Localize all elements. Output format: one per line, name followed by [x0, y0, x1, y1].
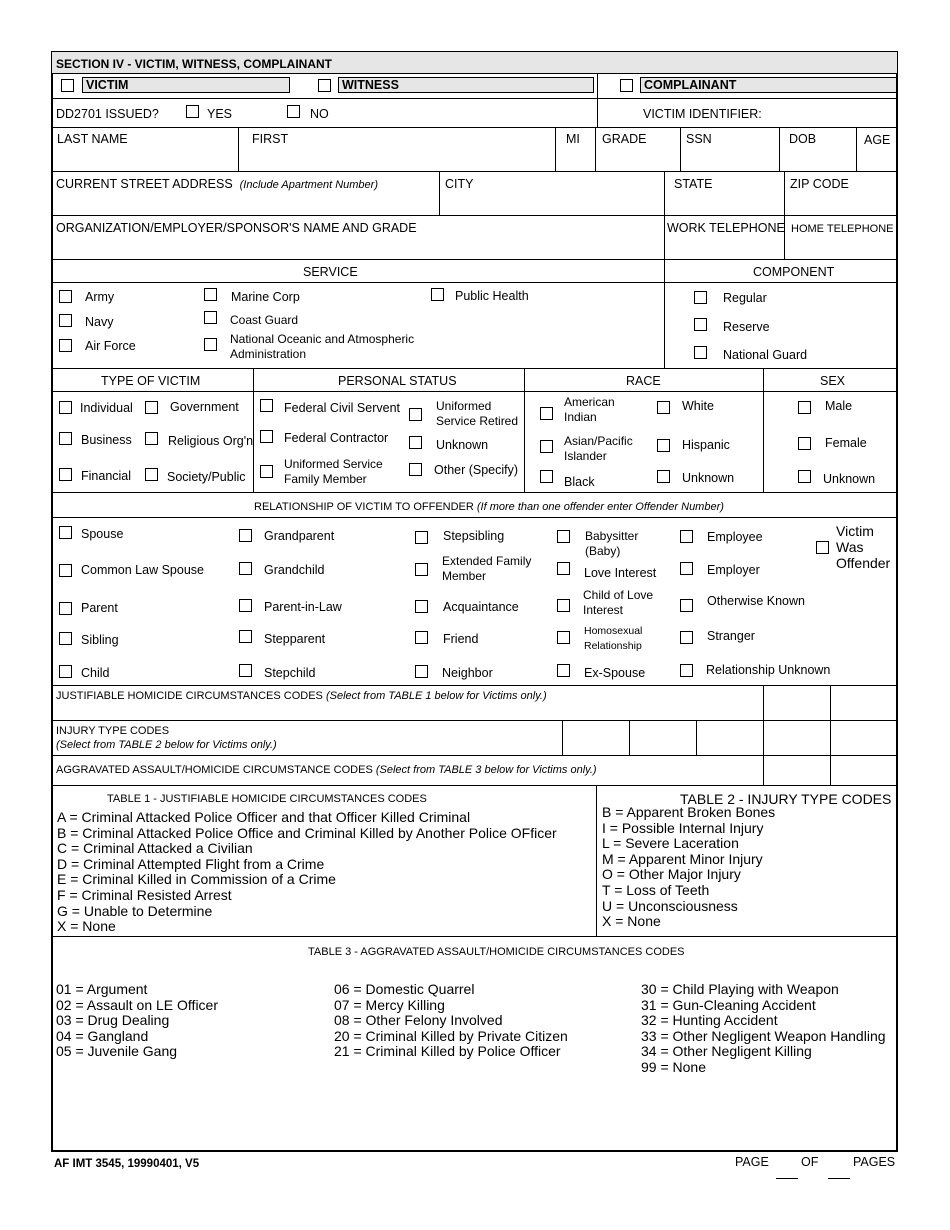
public-health-label: Public Health: [455, 289, 529, 303]
noaa-label-line1: National Oceanic and Atmospheric: [230, 332, 415, 346]
table3-item: 31 = Gun-Cleaning Accident: [641, 996, 816, 1013]
table3-item: 07 = Mercy Killing: [334, 996, 445, 1013]
table2-item: L = Severe Laceration: [602, 835, 739, 852]
justifiable-code-input-2[interactable]: [831, 686, 897, 720]
injury-code-input-2[interactable]: [630, 721, 696, 755]
table3-item: 01 = Argument: [56, 981, 148, 997]
type-of-victim-header: TYPE OF VICTIM: [101, 374, 201, 388]
coast-guard-label: Coast Guard: [230, 313, 299, 327]
common-law-label: Common Law Spouse: [81, 563, 204, 577]
fed-civil-label: Federal Civil Servent: [284, 401, 401, 415]
rule: [52, 215, 897, 216]
spouse-label: Spouse: [81, 527, 124, 541]
parent-checkbox[interactable]: [59, 602, 72, 615]
race-unknown-checkbox[interactable]: [657, 470, 670, 483]
relationship-header: [254, 501, 724, 514]
fed-civil-checkbox[interactable]: [260, 399, 273, 412]
common-law-checkbox[interactable]: [59, 564, 72, 577]
american-indian-label-line1: American: [564, 395, 615, 409]
of-label: OF: [801, 1155, 819, 1169]
rule: [597, 73, 598, 98]
rule: [52, 368, 897, 369]
rule: [52, 127, 897, 128]
stepparent-label: Stepparent: [264, 632, 326, 646]
coast-guard-checkbox[interactable]: [204, 311, 217, 324]
noaa-label-line2: Administration: [230, 347, 307, 361]
navy-label: Navy: [85, 315, 114, 329]
table1-item: E = Criminal Killed in Commission of a Crime: [57, 871, 336, 888]
dd2701-no-checkbox[interactable]: [287, 105, 300, 118]
table3-item: 30 = Child Playing with Weapon: [641, 981, 839, 997]
table2-item: I = Possible Internal Injury: [602, 819, 764, 836]
witness-checkbox[interactable]: [318, 79, 331, 92]
rule: [664, 259, 665, 368]
male-label: Male: [825, 399, 853, 413]
usfm-label-line1: Uniformed Service: [284, 457, 383, 471]
babysitter-checkbox[interactable]: [557, 530, 570, 543]
city-label[interactable]: CITY: [445, 177, 474, 191]
table3-item: 08 = Other Felony Involved: [334, 1012, 503, 1029]
child-label: Child: [81, 666, 110, 680]
victim-was-offender-line2: Was: [836, 539, 864, 555]
witness-field[interactable]: WITNESS: [338, 77, 594, 93]
sibling-label: Sibling: [81, 633, 119, 647]
dd2701-no-label: NO: [310, 107, 329, 121]
acquaintance-checkbox[interactable]: [415, 600, 428, 613]
society-checkbox[interactable]: [145, 468, 158, 481]
stranger-label: Stranger: [707, 629, 755, 643]
table3-item: 03 = Drug Dealing: [56, 1012, 170, 1029]
usfm-label-line2: Family Member: [284, 472, 367, 486]
ssn-label[interactable]: SSN: [686, 132, 712, 146]
parent-in-law-label: Parent-in-Law: [264, 600, 342, 614]
relationship-header-text: RELATIONSHIP OF VICTIM TO OFFENDER: [254, 501, 474, 513]
rule: [680, 127, 681, 171]
relationship-unknown-label: Relationship Unknown: [706, 663, 831, 677]
table1-title: TABLE 1 - JUSTIFIABLE HOMICIDE CIRCUMSTANCES CODES: [107, 793, 427, 805]
table3-item: 33 = Other Negligent Weapon Handling: [641, 1027, 886, 1044]
air-force-checkbox[interactable]: [59, 339, 72, 352]
employer-checkbox[interactable]: [680, 562, 693, 575]
home-telephone-label[interactable]: HOME TELEPHONE: [791, 223, 894, 235]
rule: [856, 127, 857, 171]
friend-label: Friend: [443, 632, 479, 646]
stranger-checkbox[interactable]: [680, 631, 693, 644]
grandchild-label: Grandchild: [264, 563, 325, 577]
government-label: Government: [170, 400, 239, 414]
injury-code-input-3[interactable]: [697, 721, 763, 755]
aggravated-code-input-1[interactable]: [764, 756, 830, 785]
table3-col2: [334, 982, 568, 1060]
table2-item: M = Apparent Minor Injury: [602, 850, 763, 867]
business-checkbox[interactable]: [59, 432, 72, 445]
grandparent-label: Grandparent: [264, 529, 335, 543]
aggravated-codes-text: AGGRAVATED ASSAULT/HOMICIDE CIRCUMSTANCE CODES: [56, 764, 373, 776]
ps-unknown-checkbox[interactable]: [409, 436, 422, 449]
rule: [52, 282, 897, 283]
work-telephone-label[interactable]: WORK TELEPHONE: [667, 221, 785, 235]
aggravated-codes-label: [56, 764, 597, 777]
employer-label: Employer: [707, 563, 760, 577]
babysitter-label-line2: (Baby): [585, 544, 621, 558]
reserve-checkbox[interactable]: [694, 318, 707, 331]
rule: [664, 171, 665, 215]
table1-item: G = Unable to Determine: [57, 902, 213, 919]
table1-item: F = Criminal Resisted Arrest: [57, 886, 232, 903]
american-indian-label-line2: Indian: [564, 410, 597, 424]
friend-checkbox[interactable]: [415, 631, 428, 644]
asian-label-line2: Islander: [564, 449, 607, 463]
rule: [52, 259, 897, 260]
victim-field[interactable]: VICTIM: [82, 77, 290, 93]
child-checkbox[interactable]: [59, 665, 72, 678]
table2-item: T = Loss of Teeth: [602, 881, 710, 898]
religious-checkbox[interactable]: [145, 432, 158, 445]
male-checkbox[interactable]: [798, 401, 811, 414]
regular-checkbox[interactable]: [694, 291, 707, 304]
table2-item: X = None: [602, 913, 661, 930]
table3-item: 99 = None: [641, 1058, 706, 1075]
page-label: PAGE: [735, 1155, 769, 1169]
mi-label[interactable]: MI: [566, 132, 580, 146]
first-name-label[interactable]: FIRST: [252, 132, 289, 146]
homosexual-checkbox[interactable]: [557, 631, 570, 644]
homosexual-label-line2: Relationship: [584, 640, 642, 652]
victim-was-offender-line3: Offender: [836, 555, 891, 571]
rule: [52, 517, 897, 518]
injury-code-input-4[interactable]: [764, 721, 830, 755]
neighbor-checkbox[interactable]: [415, 665, 428, 678]
individual-checkbox[interactable]: [59, 401, 72, 414]
sibling-checkbox[interactable]: [59, 632, 72, 645]
regular-label: Regular: [723, 291, 767, 305]
asian-checkbox[interactable]: [540, 440, 553, 453]
rule: [439, 171, 440, 215]
grandparent-checkbox[interactable]: [239, 529, 252, 542]
street-address-note: (Include Apartment Number): [239, 179, 378, 191]
stepchild-label: Stepchild: [264, 666, 316, 680]
aggravated-codes-note: (Select from TABLE 3 below for Victims only.): [375, 764, 597, 776]
stepparent-checkbox[interactable]: [239, 630, 252, 643]
rule: [52, 98, 897, 99]
race-header: RACE: [626, 374, 661, 388]
table3-item: 20 = Criminal Killed by Private Citizen: [334, 1027, 568, 1044]
sex-unknown-checkbox[interactable]: [798, 470, 811, 483]
dd2701-yes-label: YES: [207, 107, 233, 121]
rule: [52, 936, 897, 937]
stepchild-checkbox[interactable]: [239, 664, 252, 677]
love-interest-label: Love Interest: [584, 566, 657, 580]
table1-item: X = None: [57, 918, 116, 935]
acquaintance-label: Acquaintance: [443, 600, 519, 614]
table3-item: 05 = Juvenile Gang: [56, 1043, 178, 1060]
fed-contractor-label: Federal Contractor: [284, 431, 389, 445]
homosexual-label-line1: Homosexual: [584, 625, 643, 637]
table3-title: TABLE 3 - AGGRAVATED ASSAULT/HOMICIDE CIRCUMSTANCES CODES: [308, 946, 685, 958]
table2-item: U = Unconsciousness: [602, 897, 738, 914]
female-checkbox[interactable]: [798, 437, 811, 450]
reserve-label: Reserve: [723, 320, 770, 334]
pages-label: PAGES: [853, 1155, 896, 1169]
religious-label: Religious Org'n: [168, 434, 254, 448]
grade-label[interactable]: GRADE: [602, 132, 647, 146]
rule: [52, 391, 897, 392]
justifiable-code-input-1[interactable]: [764, 686, 830, 720]
stepsibling-checkbox[interactable]: [415, 531, 428, 544]
parent-label: Parent: [81, 601, 118, 615]
usr-label-line1: Uniformed: [436, 399, 492, 413]
hispanic-checkbox[interactable]: [657, 439, 670, 452]
zip-label[interactable]: ZIP CODE: [790, 177, 849, 191]
extended-family-checkbox[interactable]: [415, 563, 428, 576]
table3-item: 06 = Domestic Quarrel: [334, 981, 475, 997]
employee-label: Employee: [707, 530, 763, 544]
marine-corp-checkbox[interactable]: [204, 288, 217, 301]
street-address-text: CURRENT STREET ADDRESS: [56, 177, 233, 191]
asian-label-line1: Asian/Pacific: [564, 434, 633, 448]
rule: [52, 73, 897, 74]
table1-item: A = Criminal Attacked Police Officer and that Officer Killed Criminal: [57, 809, 471, 825]
rule: [784, 215, 785, 259]
justifiable-codes-text: JUSTIFIABLE HOMICIDE CIRCUMSTANCES CODES: [56, 690, 323, 702]
table3-item: 32 = Hunting Accident: [641, 1012, 778, 1029]
ps-other-checkbox[interactable]: [409, 463, 422, 476]
aggravated-code-input-2[interactable]: [831, 756, 897, 785]
usfm-checkbox[interactable]: [260, 465, 273, 478]
marine-corp-label: Marine Corp: [231, 290, 300, 304]
page-number-blank[interactable]: [776, 1178, 798, 1179]
table2-item: O = Other Major Injury: [602, 866, 741, 883]
extended-family-label-line2: Member: [442, 569, 487, 583]
complainant-field[interactable]: COMPLAINANT: [640, 77, 897, 93]
rule: [253, 368, 254, 492]
white-label: White: [682, 399, 714, 413]
black-checkbox[interactable]: [540, 470, 553, 483]
rule: [664, 215, 665, 259]
american-indian-checkbox[interactable]: [540, 407, 553, 420]
table2-item: B = Apparent Broken Bones: [602, 804, 776, 820]
age-label[interactable]: AGE: [864, 133, 891, 147]
noaa-checkbox[interactable]: [204, 338, 217, 351]
victim-checkbox[interactable]: [61, 79, 74, 92]
fed-contractor-checkbox[interactable]: [260, 430, 273, 443]
rule: [52, 785, 897, 786]
injury-code-input-1[interactable]: [563, 721, 629, 755]
national-guard-label: National Guard: [723, 348, 808, 362]
service-header: SERVICE: [303, 265, 358, 279]
rule: [784, 171, 785, 215]
babysitter-label-line1: Babysitter: [585, 529, 639, 543]
ex-spouse-label: Ex-Spouse: [584, 666, 646, 680]
air-force-label: Air Force: [85, 339, 136, 353]
dd2701-yes-checkbox[interactable]: [186, 105, 199, 118]
victim-identifier-label: VICTIM IDENTIFIER:: [643, 107, 762, 121]
female-label: Female: [825, 436, 867, 450]
page-count-blank[interactable]: [828, 1178, 850, 1179]
table2-title: TABLE 2 - INJURY TYPE CODES: [680, 791, 892, 807]
relationship-unknown-checkbox[interactable]: [680, 664, 693, 677]
table1-item: B = Criminal Attacked Police Office and Criminal Killed by Another Police OFficer: [57, 824, 557, 841]
justifiable-codes-note: (Select from TABLE 1 below for Victims only.): [325, 690, 547, 702]
child-love-interest-label-line2: Interest: [583, 603, 624, 617]
section-title: SECTION IV - VICTIM, WITNESS, COMPLAINANT: [56, 57, 332, 71]
complainant-checkbox[interactable]: [620, 79, 633, 92]
street-address-label[interactable]: [56, 177, 378, 192]
parent-in-law-checkbox[interactable]: [239, 599, 252, 612]
usr-label-line2: Service Retired: [436, 414, 519, 428]
ps-unknown-label: Unknown: [436, 438, 489, 452]
navy-checkbox[interactable]: [59, 314, 72, 327]
rule: [52, 492, 897, 493]
rule: [555, 127, 556, 171]
rule: [597, 98, 598, 127]
grandchild-checkbox[interactable]: [239, 562, 252, 575]
government-checkbox[interactable]: [145, 401, 158, 414]
spouse-checkbox[interactable]: [59, 526, 72, 539]
society-label: Society/Public: [167, 470, 246, 484]
child-love-interest-label-line1: Child of Love: [583, 588, 654, 602]
rule: [779, 127, 780, 171]
state-label[interactable]: STATE: [674, 177, 713, 191]
table3-item: 21 = Criminal Killed by Police Officer: [334, 1043, 561, 1060]
table3-col1: [56, 982, 218, 1060]
employee-checkbox[interactable]: [680, 530, 693, 543]
rule: [596, 785, 597, 936]
table1-item: D = Criminal Attempted Flight from a Crime: [57, 855, 325, 872]
rule: [238, 127, 239, 171]
table3-item: 04 = Gangland: [56, 1027, 149, 1044]
ps-other-label: Other (Specify): [434, 463, 519, 477]
black-label: Black: [564, 475, 595, 489]
last-name-label[interactable]: LAST NAME: [57, 132, 128, 146]
public-health-checkbox[interactable]: [431, 288, 444, 301]
usr-checkbox[interactable]: [409, 408, 422, 421]
rule: [524, 368, 525, 492]
relationship-header-note: (If more than one offender enter Offender Number): [476, 501, 724, 513]
table3-item: 02 = Assault on LE Officer: [56, 996, 219, 1013]
army-label: Army: [85, 290, 115, 304]
personal-status-header: PERSONAL STATUS: [338, 374, 457, 388]
justifiable-codes-label: [56, 690, 547, 703]
injury-code-input-5[interactable]: [831, 721, 897, 755]
ex-spouse-checkbox[interactable]: [557, 664, 570, 677]
sex-header: SEX: [820, 374, 846, 388]
injury-codes-label: INJURY TYPE CODES: [56, 725, 170, 737]
hispanic-label: Hispanic: [682, 438, 730, 452]
financial-checkbox[interactable]: [59, 468, 72, 481]
neighbor-label: Neighbor: [442, 666, 493, 680]
victim-was-offender-checkbox[interactable]: [816, 541, 829, 554]
dob-label[interactable]: DOB: [789, 132, 817, 146]
rule: [595, 127, 596, 171]
form-id: AF IMT 3545, 19990401, V5: [54, 1158, 200, 1170]
race-unknown-label: Unknown: [682, 471, 735, 485]
injury-codes-note: (Select from TABLE 2 below for Victims only.): [56, 739, 277, 751]
army-checkbox[interactable]: [59, 290, 72, 303]
dd2701-label: DD2701 ISSUED?: [56, 107, 159, 121]
white-checkbox[interactable]: [657, 401, 670, 414]
table3-item: 34 = Other Negligent Killing: [641, 1043, 812, 1060]
love-interest-checkbox[interactable]: [557, 562, 570, 575]
individual-label: Individual: [80, 401, 133, 415]
otherwise-known-label: Otherwise Known: [707, 594, 805, 608]
rule: [52, 171, 897, 172]
otherwise-known-checkbox[interactable]: [680, 599, 693, 612]
child-love-interest-checkbox[interactable]: [557, 599, 570, 612]
table1-item: C = Criminal Attacked a Civilian: [57, 840, 253, 857]
component-header: COMPONENT: [753, 265, 835, 279]
organization-label[interactable]: ORGANIZATION/EMPLOYER/SPONSOR'S NAME AND GRADE: [56, 221, 417, 235]
extended-family-label-line1: Extended Family: [442, 554, 532, 568]
sex-unknown-label: Unknown: [823, 472, 876, 486]
financial-label: Financial: [81, 469, 132, 483]
stepsibling-label: Stepsibling: [443, 529, 505, 543]
table3-col3: [641, 982, 886, 1076]
national-guard-checkbox[interactable]: [694, 346, 707, 359]
table1-list: [57, 810, 557, 935]
rule: [763, 368, 764, 492]
victim-was-offender-line1: Victim: [836, 523, 874, 539]
table2-list: [602, 805, 775, 930]
business-label: Business: [81, 433, 132, 447]
